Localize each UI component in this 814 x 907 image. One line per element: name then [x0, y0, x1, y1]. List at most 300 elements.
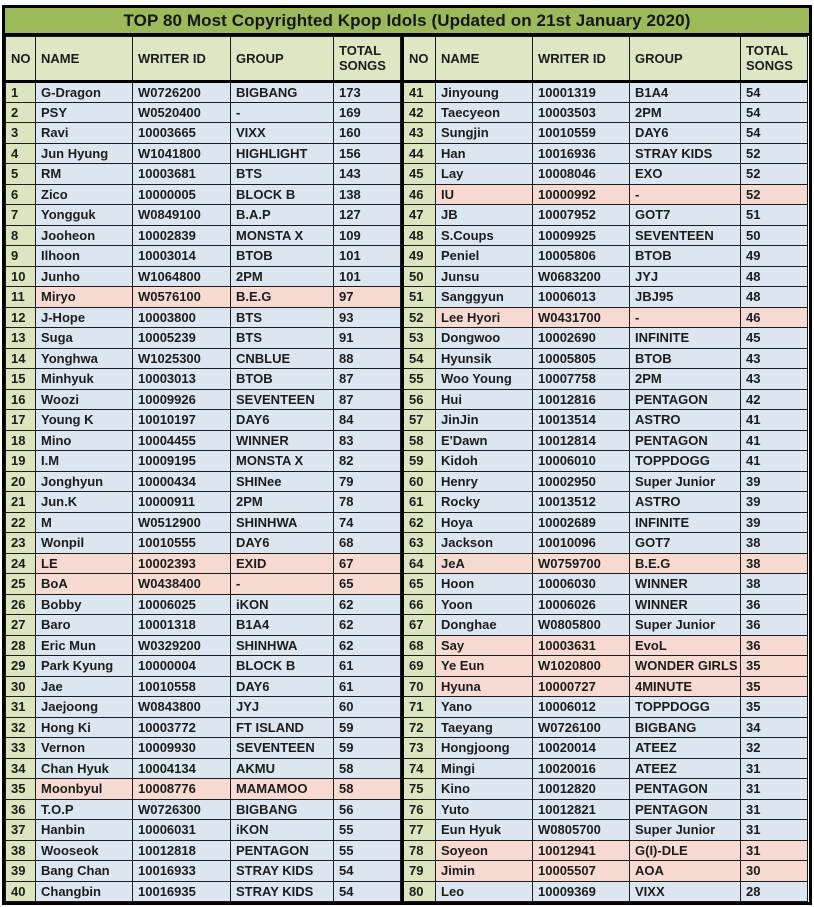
no-cell: 65	[403, 574, 436, 595]
no-cell: 76	[403, 799, 436, 820]
writer-id-cell: 10003631	[533, 635, 630, 656]
name-cell: Woozi	[36, 389, 133, 410]
table-row	[6, 820, 401, 841]
name-cell: Young K	[36, 410, 133, 431]
total-cell: 156	[334, 143, 401, 164]
name-cell: Park Kyung	[36, 656, 133, 677]
group-cell: DAY6	[630, 123, 741, 144]
group-cell: ASTRO	[630, 410, 741, 431]
table-row	[403, 697, 808, 718]
group-cell: PENTAGON	[231, 840, 334, 861]
name-cell: Minhyuk	[36, 369, 133, 390]
table-row	[6, 410, 401, 431]
writer-id-cell: 10006025	[133, 594, 231, 615]
name-cell: RM	[36, 164, 133, 185]
table-row	[6, 430, 401, 451]
writer-id-cell: W0759700	[533, 553, 630, 574]
group-cell: GOT7	[630, 205, 741, 226]
total-cell: 74	[334, 512, 401, 533]
writer-id-cell: 10005805	[533, 348, 630, 369]
writer-id-cell: 10003503	[533, 102, 630, 123]
table-row	[6, 328, 401, 349]
writer-id-cell: W0726300	[133, 799, 231, 820]
no-cell: 13	[6, 328, 36, 349]
group-cell: CNBLUE	[231, 348, 334, 369]
name-cell: I.M	[36, 451, 133, 472]
group-cell: WINNER	[630, 574, 741, 595]
no-cell: 4	[6, 143, 36, 164]
no-cell: 7	[6, 205, 36, 226]
table-row	[6, 471, 401, 492]
writer-id-cell: W1025300	[133, 348, 231, 369]
no-cell: 58	[403, 430, 436, 451]
name-cell: IU	[436, 184, 533, 205]
group-cell: 2PM	[231, 266, 334, 287]
table-row	[403, 492, 808, 513]
total-cell: 101	[334, 266, 401, 287]
total-cell: 39	[741, 471, 808, 492]
total-cell: 97	[334, 287, 401, 308]
writer-id-cell: 10007952	[533, 205, 630, 226]
table-row	[6, 676, 401, 697]
page-title: TOP 80 Most Copyrighted Kpop Idols (Updated on 21st January 2020)	[5, 8, 809, 36]
total-cell: 59	[334, 717, 401, 738]
no-cell: 51	[403, 287, 436, 308]
no-cell: 75	[403, 779, 436, 800]
group-cell: 4MINUTE	[630, 676, 741, 697]
total-cell: 35	[741, 697, 808, 718]
writer-id-cell: 10006012	[533, 697, 630, 718]
table-row	[6, 246, 401, 267]
table-row	[6, 799, 401, 820]
group-cell: EvoL	[630, 635, 741, 656]
total-cell: 61	[334, 656, 401, 677]
group-cell: JYJ	[630, 266, 741, 287]
name-cell: PSY	[36, 102, 133, 123]
group-cell: MAMAMOO	[231, 779, 334, 800]
table-row	[403, 574, 808, 595]
total-cell: 160	[334, 123, 401, 144]
writer-id-cell: 10003800	[133, 307, 231, 328]
writer-id-cell: 10003665	[133, 123, 231, 144]
writer-id-cell: 10010558	[133, 676, 231, 697]
table-row	[403, 82, 808, 103]
table-row	[6, 656, 401, 677]
no-cell: 31	[6, 697, 36, 718]
group-cell: PENTAGON	[630, 389, 741, 410]
table-row	[403, 266, 808, 287]
table-row	[6, 82, 401, 103]
no-cell: 30	[6, 676, 36, 697]
no-cell: 23	[6, 533, 36, 554]
group-cell: AOA	[630, 861, 741, 882]
no-cell: 2	[6, 102, 36, 123]
writer-id-cell: W0438400	[133, 574, 231, 595]
table-row	[6, 738, 401, 759]
writer-id-cell: W0431700	[533, 307, 630, 328]
no-cell: 60	[403, 471, 436, 492]
no-cell: 38	[6, 840, 36, 861]
group-cell: BIGBANG	[231, 82, 334, 103]
name-cell: Jackson	[436, 533, 533, 554]
group-cell: G(I)-DLE	[630, 840, 741, 861]
table-row	[6, 779, 401, 800]
total-cell: 45	[741, 328, 808, 349]
tables-container	[5, 36, 809, 902]
name-cell: Mingi	[436, 758, 533, 779]
total-cell: 41	[741, 410, 808, 431]
group-cell: SHINee	[231, 471, 334, 492]
writer-id-cell: 10002950	[533, 471, 630, 492]
total-cell: 36	[741, 615, 808, 636]
name-cell: Jun Hyung	[36, 143, 133, 164]
name-cell: M	[36, 512, 133, 533]
col-header-no: NO	[6, 37, 36, 82]
name-cell: Suga	[36, 328, 133, 349]
group-cell: B.E.G	[231, 287, 334, 308]
total-cell: 101	[334, 246, 401, 267]
writer-id-cell: 10002839	[133, 225, 231, 246]
writer-id-cell: 10001319	[533, 82, 630, 103]
group-cell: BIGBANG	[231, 799, 334, 820]
total-cell: 169	[334, 102, 401, 123]
table-row	[403, 164, 808, 185]
table-row	[6, 102, 401, 123]
no-cell: 5	[6, 164, 36, 185]
group-cell: SEVENTEEN	[630, 225, 741, 246]
writer-id-cell: 10006010	[533, 451, 630, 472]
total-cell: 31	[741, 840, 808, 861]
name-cell: Taeyang	[436, 717, 533, 738]
group-cell: MONSTA X	[231, 451, 334, 472]
writer-id-cell: W0520400	[133, 102, 231, 123]
no-cell: 10	[6, 266, 36, 287]
no-cell: 29	[6, 656, 36, 677]
total-cell: 30	[741, 861, 808, 882]
name-cell: Soyeon	[436, 840, 533, 861]
total-cell: 91	[334, 328, 401, 349]
no-cell: 45	[403, 164, 436, 185]
total-cell: 83	[334, 430, 401, 451]
col-header-name: NAME	[436, 37, 533, 82]
writer-id-cell: 10002690	[533, 328, 630, 349]
table-row	[403, 512, 808, 533]
writer-id-cell: W0726200	[133, 82, 231, 103]
group-cell: BTOB	[630, 246, 741, 267]
no-cell: 21	[6, 492, 36, 513]
name-cell: T.O.P	[36, 799, 133, 820]
no-cell: 19	[6, 451, 36, 472]
no-cell: 17	[6, 410, 36, 431]
name-cell: Bang Chan	[36, 861, 133, 882]
group-cell: SHINHWA	[231, 635, 334, 656]
total-cell: 127	[334, 205, 401, 226]
name-cell: Ye Eun	[436, 656, 533, 677]
writer-id-cell: 10000727	[533, 676, 630, 697]
name-cell: Wonpil	[36, 533, 133, 554]
total-cell: 54	[334, 881, 401, 902]
no-cell: 56	[403, 389, 436, 410]
no-cell: 1	[6, 82, 36, 103]
no-cell: 70	[403, 676, 436, 697]
table-row	[403, 861, 808, 882]
col-header-total-songs: TOTAL SONGS	[741, 37, 808, 82]
total-cell: 93	[334, 307, 401, 328]
total-cell: 38	[741, 533, 808, 554]
group-cell: FT ISLAND	[231, 717, 334, 738]
col-header-writer-id: WRITER ID	[133, 37, 231, 82]
writer-id-cell: W0683200	[533, 266, 630, 287]
group-cell: WINNER	[630, 594, 741, 615]
writer-id-cell: 10000911	[133, 492, 231, 513]
group-cell: Super Junior	[630, 820, 741, 841]
no-cell: 6	[6, 184, 36, 205]
table-row	[6, 594, 401, 615]
no-cell: 16	[6, 389, 36, 410]
group-cell: PENTAGON	[630, 799, 741, 820]
group-cell: BLOCK B	[231, 656, 334, 677]
total-cell: 52	[741, 143, 808, 164]
writer-id-cell: 10006026	[533, 594, 630, 615]
table-row	[403, 287, 808, 308]
group-cell: BTS	[231, 328, 334, 349]
total-cell: 36	[741, 594, 808, 615]
name-cell: Junsu	[436, 266, 533, 287]
group-cell: VIXX	[630, 881, 741, 902]
table-row	[6, 451, 401, 472]
total-cell: 48	[741, 287, 808, 308]
table-row	[403, 410, 808, 431]
group-cell: GOT7	[630, 533, 741, 554]
table-row	[403, 758, 808, 779]
group-cell: JBJ95	[630, 287, 741, 308]
group-cell: SHINHWA	[231, 512, 334, 533]
no-cell: 49	[403, 246, 436, 267]
table-row	[6, 369, 401, 390]
table-row	[403, 123, 808, 144]
writer-id-cell: 10003013	[133, 369, 231, 390]
table-row	[403, 779, 808, 800]
name-cell: Mino	[36, 430, 133, 451]
table-row	[403, 717, 808, 738]
group-cell: 2PM	[630, 102, 741, 123]
total-cell: 31	[741, 779, 808, 800]
no-cell: 39	[6, 861, 36, 882]
total-cell: 41	[741, 451, 808, 472]
no-cell: 80	[403, 881, 436, 902]
group-cell: JYJ	[231, 697, 334, 718]
header-row	[6, 37, 401, 82]
no-cell: 43	[403, 123, 436, 144]
total-cell: 54	[741, 102, 808, 123]
writer-id-cell: 10002689	[533, 512, 630, 533]
table-row	[6, 225, 401, 246]
table-row	[6, 861, 401, 882]
group-cell: -	[630, 307, 741, 328]
writer-id-cell: 10006030	[533, 574, 630, 595]
no-cell: 48	[403, 225, 436, 246]
no-cell: 33	[6, 738, 36, 759]
group-cell: TOPPDOGG	[630, 697, 741, 718]
table-row	[6, 184, 401, 205]
no-cell: 62	[403, 512, 436, 533]
name-cell: Han	[436, 143, 533, 164]
writer-id-cell: 10006013	[533, 287, 630, 308]
name-cell: Kino	[436, 779, 533, 800]
writer-id-cell: 10005507	[533, 861, 630, 882]
name-cell: Jinyoung	[436, 82, 533, 103]
total-cell: 55	[334, 840, 401, 861]
no-cell: 15	[6, 369, 36, 390]
writer-id-cell: W0849100	[133, 205, 231, 226]
table-row	[403, 656, 808, 677]
name-cell: Chan Hyuk	[36, 758, 133, 779]
table-row	[403, 246, 808, 267]
name-cell: JB	[436, 205, 533, 226]
total-cell: 35	[741, 656, 808, 677]
name-cell: E'Dawn	[436, 430, 533, 451]
name-cell: Ravi	[36, 123, 133, 144]
name-cell: Yongguk	[36, 205, 133, 226]
writer-id-cell: 10008776	[133, 779, 231, 800]
no-cell: 79	[403, 861, 436, 882]
total-cell: 52	[741, 184, 808, 205]
name-cell: Baro	[36, 615, 133, 636]
table-row	[6, 205, 401, 226]
total-cell: 62	[334, 615, 401, 636]
total-cell: 79	[334, 471, 401, 492]
no-cell: 18	[6, 430, 36, 451]
no-cell: 25	[6, 574, 36, 595]
no-cell: 41	[403, 82, 436, 103]
writer-id-cell: W1064800	[133, 266, 231, 287]
col-header-no: NO	[403, 37, 436, 82]
total-cell: 59	[334, 738, 401, 759]
group-cell: iKON	[231, 594, 334, 615]
total-cell: 54	[741, 82, 808, 103]
name-cell: Miryo	[36, 287, 133, 308]
total-cell: 50	[741, 225, 808, 246]
no-cell: 11	[6, 287, 36, 308]
writer-id-cell: W0576100	[133, 287, 231, 308]
group-cell: BTOB	[231, 369, 334, 390]
no-cell: 52	[403, 307, 436, 328]
table-row	[6, 389, 401, 410]
group-cell: MONSTA X	[231, 225, 334, 246]
name-cell: Lay	[436, 164, 533, 185]
right-table	[401, 36, 808, 902]
name-cell: G-Dragon	[36, 82, 133, 103]
total-cell: 41	[741, 430, 808, 451]
total-cell: 39	[741, 492, 808, 513]
writer-id-cell: W1041800	[133, 143, 231, 164]
total-cell: 62	[334, 594, 401, 615]
group-cell: EXO	[630, 164, 741, 185]
no-cell: 37	[6, 820, 36, 841]
writer-id-cell: W0805700	[533, 820, 630, 841]
total-cell: 54	[741, 123, 808, 144]
total-cell: 48	[741, 266, 808, 287]
no-cell: 67	[403, 615, 436, 636]
no-cell: 78	[403, 840, 436, 861]
total-cell: 68	[334, 533, 401, 554]
total-cell: 60	[334, 697, 401, 718]
total-cell: 62	[334, 635, 401, 656]
table-row	[403, 533, 808, 554]
total-cell: 67	[334, 553, 401, 574]
name-cell: Jun.K	[36, 492, 133, 513]
no-cell: 35	[6, 779, 36, 800]
no-cell: 53	[403, 328, 436, 349]
total-cell: 36	[741, 635, 808, 656]
name-cell: Hyuna	[436, 676, 533, 697]
writer-id-cell: 10016935	[133, 881, 231, 902]
name-cell: Vernon	[36, 738, 133, 759]
name-cell: Eric Mun	[36, 635, 133, 656]
writer-id-cell: 10000004	[133, 656, 231, 677]
table-row	[403, 143, 808, 164]
name-cell: Taecyeon	[436, 102, 533, 123]
writer-id-cell: W1020800	[533, 656, 630, 677]
writer-id-cell: 10002393	[133, 553, 231, 574]
no-cell: 12	[6, 307, 36, 328]
table-row	[403, 738, 808, 759]
table-row	[403, 184, 808, 205]
total-cell: 43	[741, 369, 808, 390]
total-cell: 35	[741, 676, 808, 697]
table-row	[403, 799, 808, 820]
table-row	[403, 615, 808, 636]
total-cell: 58	[334, 779, 401, 800]
no-cell: 27	[6, 615, 36, 636]
writer-id-cell: 10003014	[133, 246, 231, 267]
group-cell: BLOCK B	[231, 184, 334, 205]
total-cell: 54	[334, 861, 401, 882]
writer-id-cell: 10012818	[133, 840, 231, 861]
group-cell: BTOB	[231, 246, 334, 267]
writer-id-cell: 10009925	[533, 225, 630, 246]
no-cell: 36	[6, 799, 36, 820]
name-cell: Jooheon	[36, 225, 133, 246]
name-cell: Hui	[436, 389, 533, 410]
name-cell: JeA	[436, 553, 533, 574]
no-cell: 57	[403, 410, 436, 431]
no-cell: 9	[6, 246, 36, 267]
name-cell: Donghae	[436, 615, 533, 636]
table-row	[6, 287, 401, 308]
group-cell: B1A4	[231, 615, 334, 636]
name-cell: Peniel	[436, 246, 533, 267]
name-cell: Jonghyun	[36, 471, 133, 492]
name-cell: Say	[436, 635, 533, 656]
total-cell: 88	[334, 348, 401, 369]
name-cell: J-Hope	[36, 307, 133, 328]
total-cell: 39	[741, 512, 808, 533]
table-row	[403, 389, 808, 410]
table-row	[403, 102, 808, 123]
name-cell: Henry	[436, 471, 533, 492]
group-cell: INFINITE	[630, 512, 741, 533]
name-cell: Bobby	[36, 594, 133, 615]
total-cell: 49	[741, 246, 808, 267]
name-cell: Hyunsik	[436, 348, 533, 369]
table-row	[403, 369, 808, 390]
group-cell: Super Junior	[630, 615, 741, 636]
name-cell: Hoya	[436, 512, 533, 533]
name-cell: Yoon	[436, 594, 533, 615]
name-cell: Sanggyun	[436, 287, 533, 308]
no-cell: 42	[403, 102, 436, 123]
